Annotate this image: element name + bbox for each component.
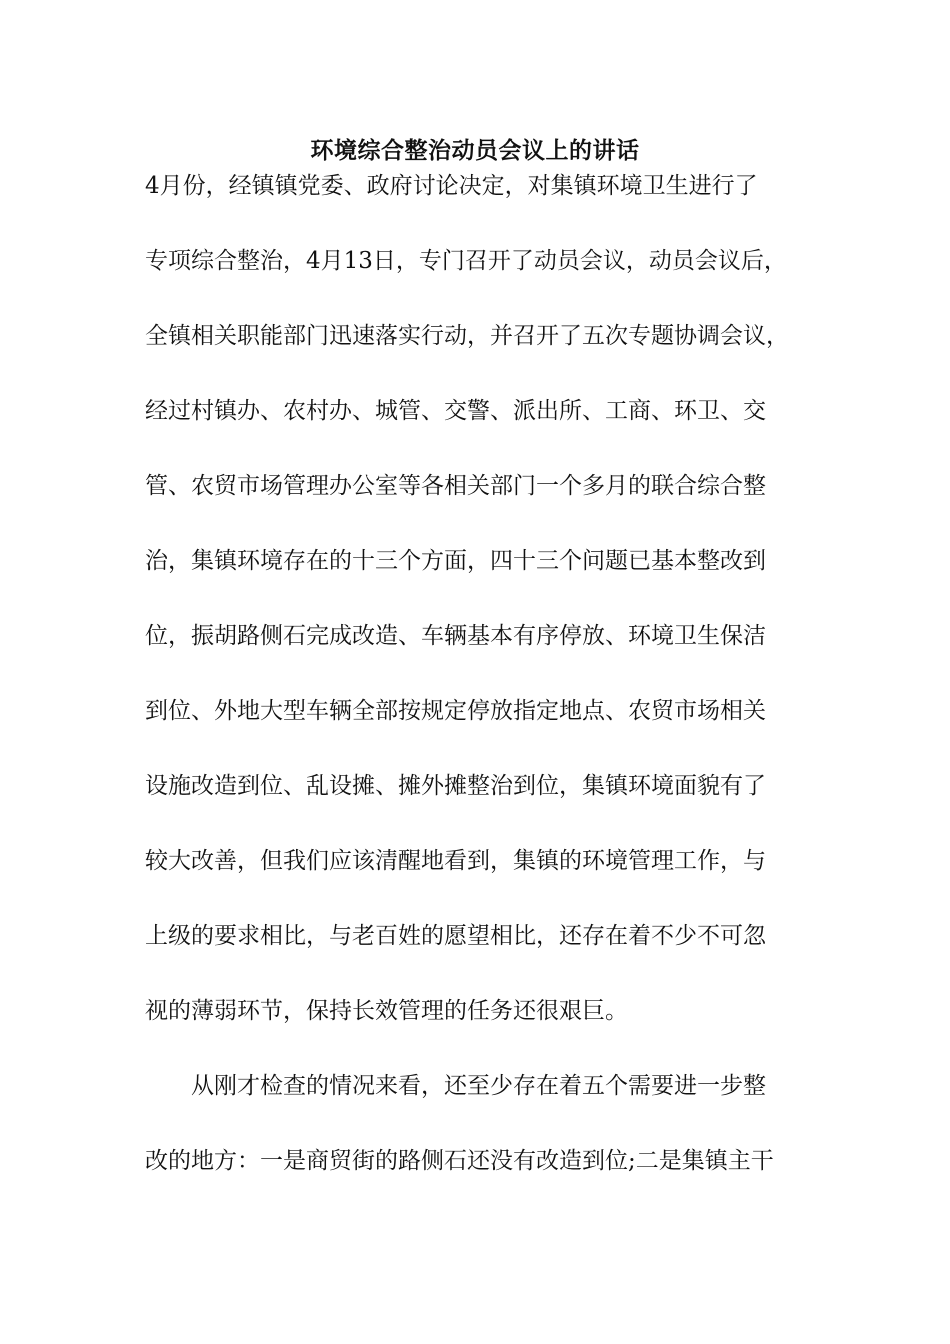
- text-line: 较大改善，但我们应该清醒地看到，集镇的环境管理工作，与: [145, 848, 766, 874]
- text-line: 设施改造到位、乱设摊、摊外摊整治到位，集镇环境面貌有了: [145, 773, 766, 799]
- text-line: 位，振胡路侧石完成改造、车辆基本有序停放、环境卫生保洁: [145, 623, 766, 649]
- text-line: 治，集镇环境存在的十三个方面，四十三个问题已基本整改到: [145, 548, 766, 574]
- text-line: 全镇相关职能部门迅速落实行动，并召开了五次专题协调会议，: [145, 323, 789, 349]
- text-line: 视的薄弱环节，保持长效管理的任务还很艰巨。: [145, 998, 628, 1024]
- document-title: 环境综合整治动员会议上的讲话: [310, 138, 640, 164]
- text-line: 到位、外地大型车辆全部按规定停放指定地点、农贸市场相关: [145, 698, 766, 724]
- text-line: 上级的要求相比，与老百姓的愿望相比，还存在着不少不可忽: [145, 923, 766, 949]
- text-line: 4月份，经镇镇党委、政府讨论决定，对集镇环境卫生进行了: [145, 173, 758, 199]
- text-line: 从刚才检查的情况来看，还至少存在着五个需要进一步整: [191, 1073, 766, 1099]
- text-line: 改的地方：一是商贸街的路侧石还没有改造到位;二是集镇主干: [145, 1148, 774, 1174]
- text-line: 专项综合整治，4月13日，专门召开了动员会议，动员会议后，: [145, 248, 787, 274]
- text-line: 经过村镇办、农村办、城管、交警、派出所、工商、环卫、交: [145, 398, 766, 424]
- text-line: 管、农贸市场管理办公室等各相关部门一个多月的联合综合整: [145, 473, 766, 499]
